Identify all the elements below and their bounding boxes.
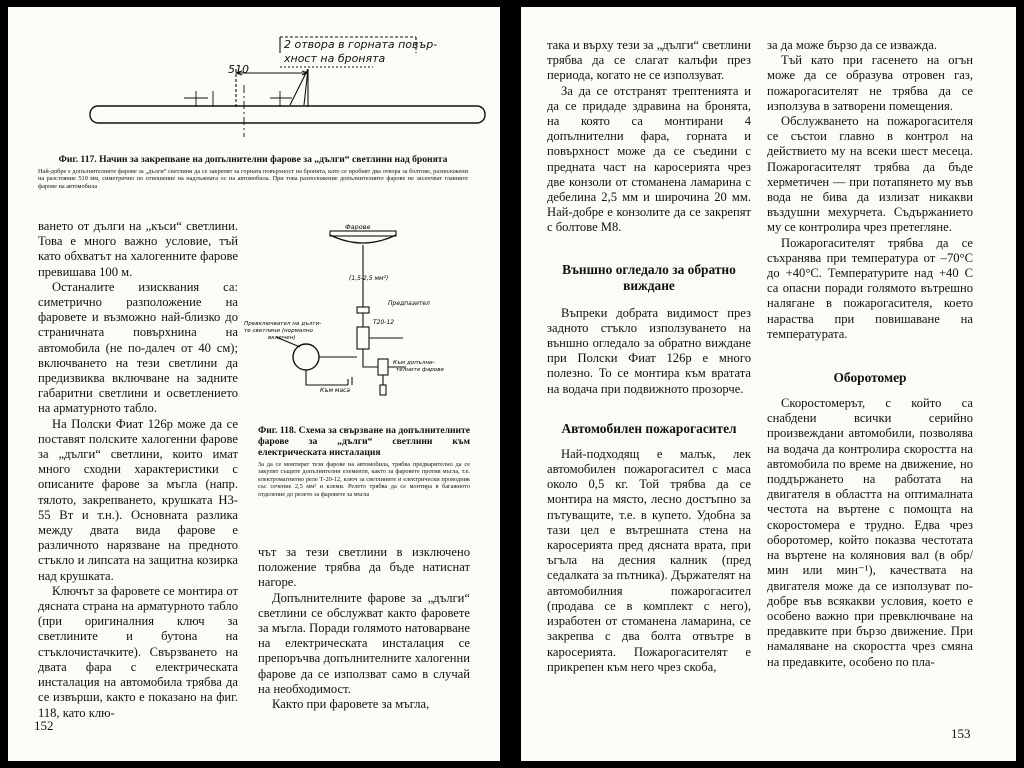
fig118-right-label-2: телните фарове (396, 367, 444, 373)
fig118-switch-label-3: включен) (268, 335, 296, 341)
fig118-caption-detail: За да се монтират тези фарове на автомобила, трябва предварително да се закупят същите допълнителни елементи, както за фаровете против мъгла, т.е. електромагнитно реле Т-20-12, ключ за светлините и електрически проводник със сечение 2,5 мм² и клеми. Релето трябва да се монтира в багажното отделение до релето за фаровете за мъгла (258, 461, 470, 498)
left-col2-para-3: Както при фаровете за мъгла, (272, 697, 430, 712)
fig118-fuse-label: Предпазител (388, 300, 430, 307)
fig118-caption: Фиг. 118. Схема за свързване на допълнителните фарове за „дълги“ светлини към електрическата инсталация (258, 425, 470, 458)
left-col1-para-1: ването от дълги на „къси“ светлини. Това е много важно условие, тъй като обхватът на халогенните фарове превишава 100 м. (38, 219, 238, 279)
left-column-2 (258, 545, 470, 712)
right-col2-para-2: Тъй като при гасенето на огън може да се образува отровен газ, пожарогасителят не трябва да се използува в затворени помещения. (767, 53, 973, 113)
right-page (521, 7, 1016, 761)
left-col1-para-2: Останалите изисквания са: симетрично разположение на фаровете и възможно най-близко до страничната повърхнина на автомобила (не по-далеч от 40 см); включването на тези светлини да предизвиква включване на задните габаритни светлини и осветлението на арматурното табло. (38, 279, 238, 416)
right-col2-para-1: за да може бързо да се изважда. (767, 38, 938, 52)
extinguisher-text: Най-подходящ е малък, лек автомобилен пожарогасител с маса около 0,5 кг. Той трябва да се монтира на място, лесно достъпно за пътуващите, т.е. в купето. Удобна за тази цел е вътрешната стена на каросерията пред дясната врата, при ъгъла на десния калник (пред седалката за пътника). Държателят на автомобилния пожарогасител (продава се в комплект с него), изработен от стоманена ламарина, се закрепва с два болта отвътре в каросерията. Пожарогасителят е прикрепен към него чрез скоба, (547, 446, 751, 674)
left-page (8, 7, 500, 761)
fig118-wiring-diagram (8, 7, 500, 427)
right-column-2 (767, 38, 973, 670)
fig117-caption: Фиг. 117. Начин за закрепване на допълнителни фарове за „дълги“ светлини над бронята (58, 154, 448, 165)
fig117-note-line1: 2 отвора в горната повър- (284, 38, 438, 51)
fig118-relay-label: Т20-12 (373, 319, 395, 326)
speedometer-text: Скоростомерът, с който са снабдени всички серийно произвеждани автомобили, позволява на водача да контролира скоростта на автомобила по време на движение, но поддържането на работата на двигателя в областта на оптималната честота на въртене с помощта на скоростомера е трудно. Едва чрез оборотомер, който показва честотата на въртене на коляновия вал (в обр/мин или мин⁻¹), качествата на двигателя може да се използуват по-добре във всякакви условия, което е особено важно при превключване на предавките при бързо движение. При намаляване на скоростта чрез смяна на предавките, особено по пла- (767, 396, 973, 669)
heading-speedometer: Оборотомер (833, 370, 907, 386)
right-col1-para-1: така и върху тези за „дълги“ светлини трябва да се слагат калъфи през периода, когато не се използуват. (547, 38, 751, 83)
heading-mirror-line1: Външно огледало за обратно (562, 261, 736, 277)
left-page-number: 152 (34, 718, 54, 733)
right-page-number: 153 (951, 726, 971, 741)
right-column-1 (547, 38, 751, 675)
fig118-caption-block (258, 425, 470, 498)
mirror-text: Въпреки добрата видимост през задното стъкло използуването на външно огледало за обратно виждане при Полски Фиат 126р е много полезно. То се монтира към вратата на водача при подвижното прозорче. (547, 305, 751, 396)
fig118-switch-label-1: Превключвател на дълги- (244, 321, 322, 327)
heading-mirror-line2: виждане (623, 277, 675, 293)
left-col1-para-3: На Полски Фиат 126р може да се поставят полските халогенни фарове за „дълги“ светлини, които имат много сходни характеристики с описаните фарове за мъгла (напр. тялото, закрепването, крушката Н3-55 Вт и т.н.). Основната разлика между двата вида фарове е различното нарязване на предното стъкло и липсата на защитна козирка над крушката. (38, 416, 238, 583)
fig118-right-label-1: Към допълни- (393, 360, 435, 366)
heading-extinguisher: Автомобилен пожарогасител (561, 420, 737, 436)
fig118-switch-label-2: те светлини (нормално (244, 328, 313, 334)
fig117-caption-detail: Най-добре е допълнителните фарове за „дълги“ светлини да се закрепят за горната повърхност на бронята, като се пробият два отвора за болтове, разположени на разстояние 510 мм, симетрично по отношение на надлъжната ос на автомобила. При това разположение допълнителните фарове не засенчват главните фарове на автомобила (38, 168, 468, 190)
fig117-note-line2: хност на бронята (284, 52, 386, 65)
left-col2-para-2: Допълнителните фарове за „дълги“ светлини се обслужват както фаровете за мъгла. Поради голямото натоварване на електрическата инсталация се препоръчва допълнителните халогенни фарове да се използват само в случай на необходимост. (258, 590, 470, 696)
fig118-lamps-label: Фарове (345, 223, 371, 231)
fig118-ground-label: Към маса (320, 387, 351, 394)
left-col1-para-4: Ключът за фаровете се монтира от дясната страна на арматурното табло (при оригиналния ключ за светлините и бутона на стъклочистачките). Свързването на двата фара с електрическата инсталация на автомобила трябва да се извърши, както е показано на фиг. 118, като клю- (38, 583, 238, 720)
right-col1-para-2: За да се отстранят трептенията и да се придаде здравина на бронята, на която са монтирани 4 допълнителни фара, горната и повърхност може да се съедини с предната част на каросерията чрез две конзоли от стоманена ламарина с дебелина 2,5 мм и широчина 20 мм. Най-добре е конзолите да се закрепят с болтове М8. (547, 83, 751, 235)
left-col2-para-1: чът за тези светлини в изключено положение трябва да бъде натиснат нагоре. (258, 545, 470, 590)
right-col2-para-4: Пожарогасителят трябва да се съхранява при температура от –70°С до +40°С. Температурите над +40 С са опасни поради голямото вътрешно налягане в пожарогасителя, което нараства при повишаване на температурата. (767, 235, 973, 341)
right-col2-para-3: Обслужването на пожарогасителя се състои главно в контрол на действието му на всеки шест месеца. Пожарогасителят трябва да бъде херметичен — при потапянето му във вода не бива да излизат никакви въздушни мехурчета. Съдържанието му се контролира чрез претегляне. (767, 114, 973, 235)
fig117-dimension-label: 510 (228, 63, 249, 76)
fig118-wire-label: (1,5-2,5 мм²) (349, 275, 389, 282)
